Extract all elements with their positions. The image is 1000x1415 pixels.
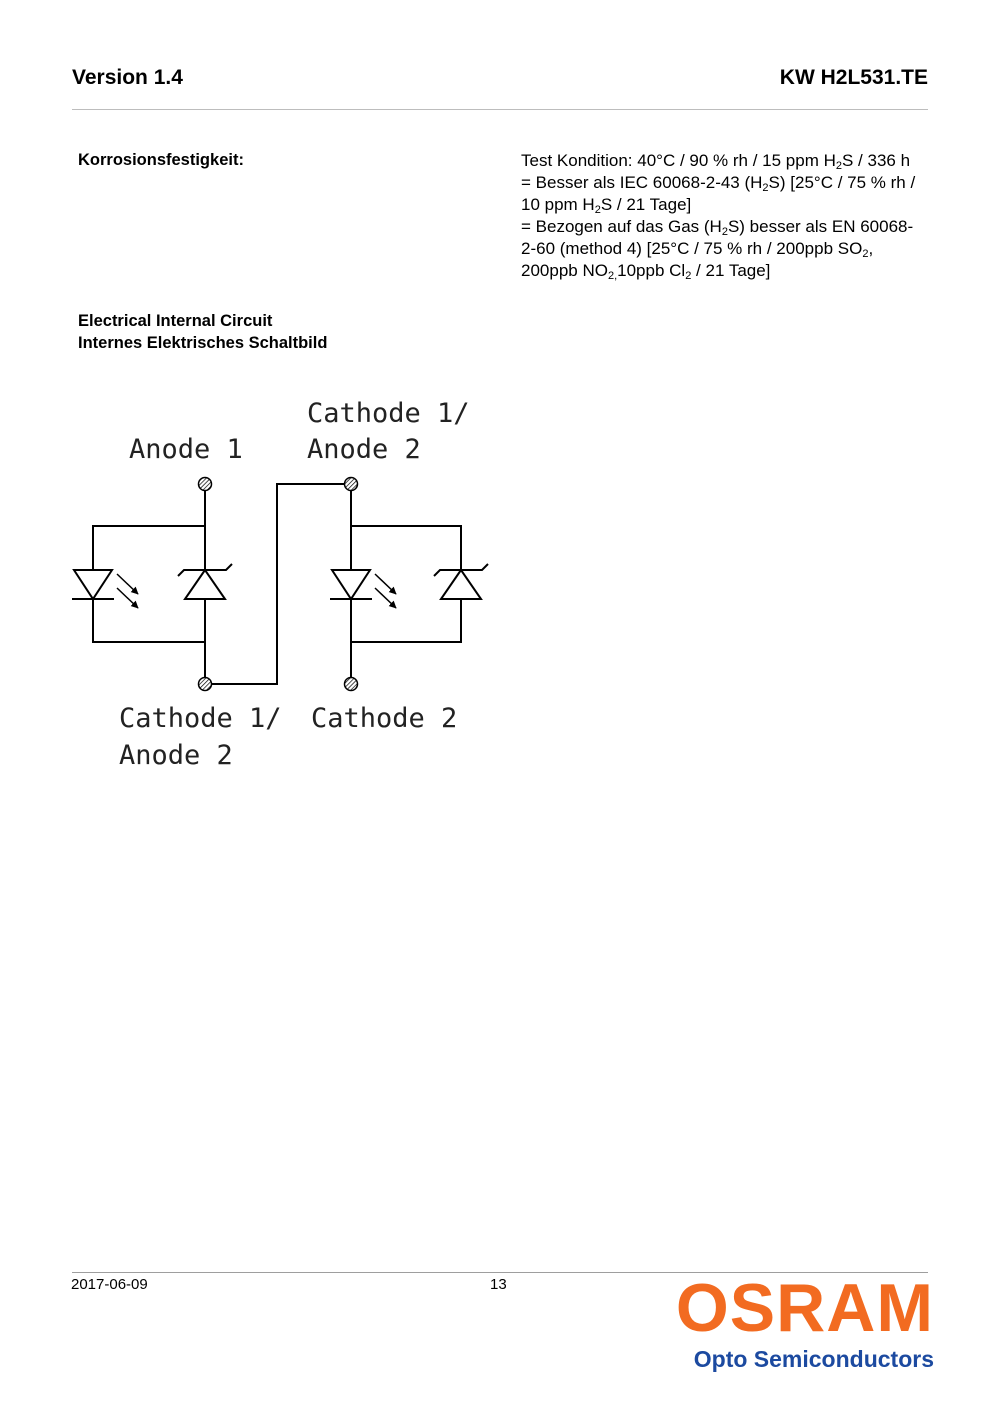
label-anode-1: Anode 1 [129, 434, 243, 465]
text-run: 10ppb Cl [617, 261, 686, 280]
circuit-title-en: Electrical Internal Circuit [78, 312, 273, 330]
subscript: 2 [762, 182, 769, 194]
logo-brand: OSRAM [675, 1270, 934, 1346]
header-version: Version 1.4 [72, 66, 183, 89]
footer-page-number: 13 [490, 1276, 507, 1293]
label-cathode1-top-line2: Anode 2 [307, 434, 421, 465]
terminal-anode-1 [199, 478, 212, 491]
text-run: / 21 Tage] [691, 261, 771, 280]
subscript: 2 [594, 204, 601, 216]
circuit-title [78, 310, 327, 354]
corrosion-line-en [521, 216, 926, 282]
text-run: Test Kondition: 40°C / 90 % rh / 15 ppm H [521, 151, 836, 170]
esd-diode-1 [178, 564, 232, 599]
text-run: S) besser als EN 60068-2-60 (method 4) [25°C / 75 % rh / 200ppb SO [521, 217, 914, 258]
osram-logo [676, 1272, 934, 1372]
subscript: 2 [685, 270, 692, 282]
led-1 [72, 570, 114, 599]
circuit-diagram [0, 370, 520, 780]
terminal-cathode1-anode2-bottom [199, 678, 212, 691]
text-run: = Bezogen auf das Gas (H [521, 217, 722, 236]
text-run: S) [25°C / 75 % rh / 10 ppm H [521, 173, 916, 214]
terminal-cathode1-anode2-top [345, 478, 358, 491]
label-cathode1-bottom-line1: Cathode 1/ [119, 703, 282, 734]
esd-diode-2 [434, 564, 488, 599]
subscript: 2 [835, 160, 842, 172]
label-cathode1-top-line1: Cathode 1/ [307, 398, 470, 429]
text-run: S / 21 Tage] [600, 195, 692, 214]
corrosion-conditions [521, 150, 926, 282]
subscript: 2 [862, 248, 869, 260]
label-cathode-2: Cathode 2 [311, 703, 458, 734]
circuit-wires [93, 484, 461, 684]
header-product: KW H2L531.TE [779, 66, 928, 89]
header-divider [72, 109, 928, 110]
label-cathode1-bottom-line2: Anode 2 [119, 740, 233, 771]
text-run: , 200ppb NO [521, 239, 874, 280]
terminal-cathode-2 [345, 678, 358, 691]
led-1-emission-arrows [117, 574, 138, 608]
circuit-title-de: Internes Elektrisches Schaltbild [78, 334, 328, 352]
footer-date: 2017-06-09 [71, 1276, 148, 1293]
text-run: = Besser als IEC 60068-2-43 (H [521, 173, 763, 192]
corrosion-line-iec [521, 172, 926, 216]
led-2 [330, 570, 372, 599]
logo-tagline: Opto Semiconductors [693, 1346, 934, 1372]
corrosion-label: Korrosionsfestigkeit: [78, 151, 244, 169]
subscript: 2 [721, 226, 728, 238]
text-run: S / 336 h [841, 151, 911, 170]
led-2-emission-arrows [375, 574, 396, 608]
corrosion-line-test [521, 150, 926, 172]
subscript: 2, [607, 270, 618, 282]
